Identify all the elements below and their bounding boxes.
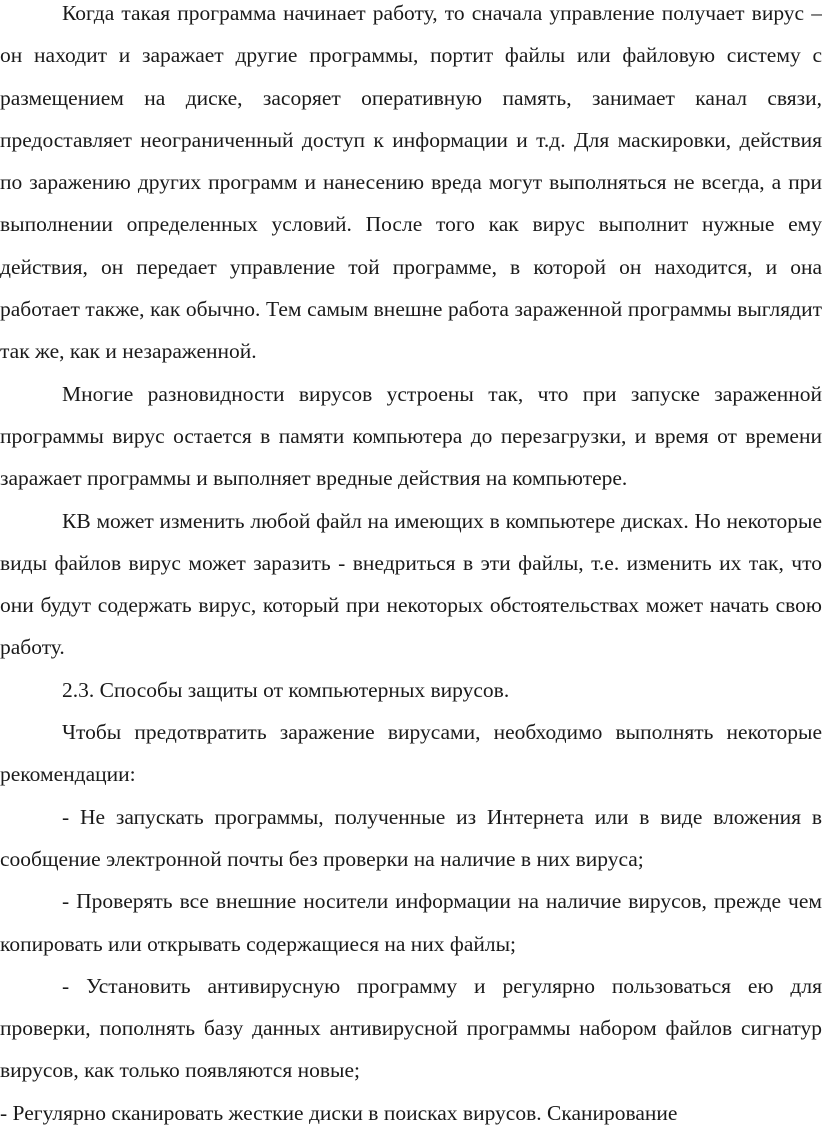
section-heading: 2.3. Способы защиты от компьютерных вирусов.	[62, 677, 510, 702]
paragraph-virus-activation: Когда такая программа начинает работу, то сначала управление получает вирус – он находит и заражает другие программы, портит файлы или файловую систему с размещением на диске, засоряет оперативную память, занимает канал связи, предоставляет неограниченный доступ к информации и т.д. Для маскировки, действия по заражению других программ и нанесению вреда могут выполняться не всегда, а при выполнении определенных условий. После того как вирус выполнит нужные ему действия, он передает управление той программе, в которой он находится, и она работает также, как обычно. Тем самым внешне работа зараженной программы выглядит так же, как и незараженной.	[0, 1, 822, 364]
list-item-internet-programs: - Не запускать программы, полученные из Интернета или в виде вложения в сообщение электронной почты без проверки на наличие в них вируса;	[0, 804, 822, 871]
list-item-external-media: - Проверять все внешние носители информации на наличие вирусов, прежде чем копировать или открывать содержащиеся на них файлы;	[0, 889, 822, 956]
list-item-antivirus: - Установить антивирусную программу и регулярно пользоваться ею для проверки, пополнять базу данных антивирусной программы набором файлов сигнатур вирусов, как только появляются новые;	[0, 973, 822, 1083]
paragraph-resident-viruses: Многие разновидности вирусов устроены так, что при запуске зараженной программы вирус остается в памяти компьютера до перезагрузки, и время от времени заражает программы и выполняет вредные действия на компьютере.	[0, 381, 822, 491]
list-item-scan-disks: - Регулярно сканировать жесткие диски в поисках вирусов. Сканирование	[0, 1100, 678, 1125]
paragraph-file-infection: КВ может изменить любой файл на имеющих в компьютере дисках. Но некоторые виды файлов вирус может заразить - внедриться в эти файлы, т.е. изменить их так, что они будут содержать вирус, который при некоторых обстоятельствах может начать свою работу.	[0, 508, 822, 660]
paragraph-recommendations-intro: Чтобы предотвратить заражение вирусами, необходимо выполнять некоторые рекомендации:	[0, 720, 822, 787]
